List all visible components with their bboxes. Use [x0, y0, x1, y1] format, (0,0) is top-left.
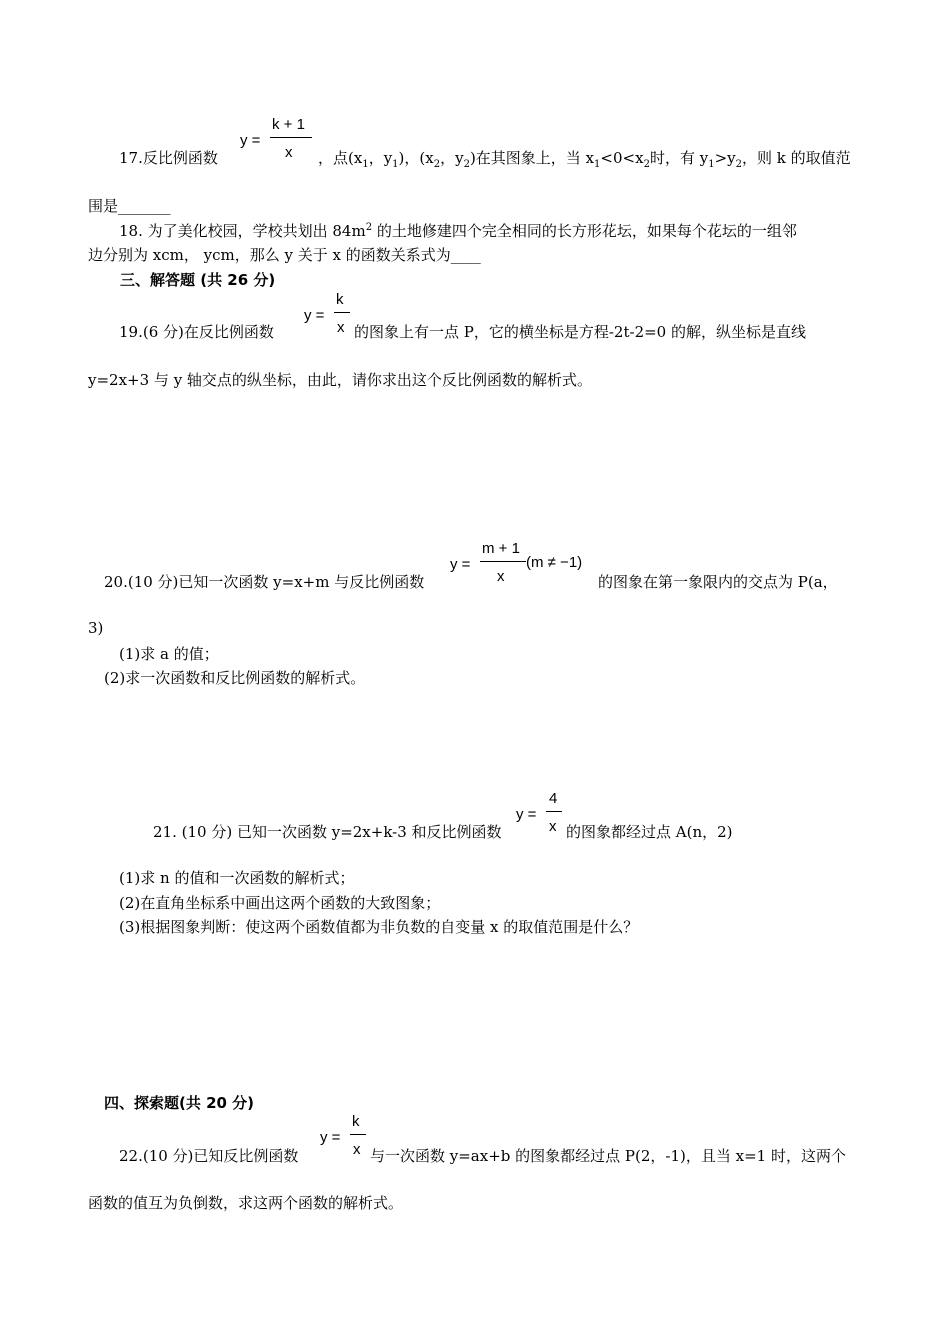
- q18-text: 18. 为了美化校园，学校共划出 84m: [119, 222, 366, 240]
- subscript: 2: [643, 159, 650, 170]
- superscript: 2: [365, 222, 373, 233]
- q17-text: ，y: [368, 149, 393, 167]
- formula-denominator: x: [337, 319, 345, 336]
- q22-line2: 函数的值互为负倒数，求这两个函数的解析式。: [88, 1194, 404, 1212]
- formula-lhs: y =: [320, 1129, 341, 1146]
- q19-line2: y=2x+3 与 y 轴交点的纵坐标，由此，请你求出这个反比例函数的解析式。: [88, 371, 592, 389]
- formula-numerator: m + 1: [482, 540, 520, 557]
- formula-numerator: k: [352, 1113, 360, 1130]
- subscript: 1: [362, 159, 369, 170]
- q17-text: >y: [714, 149, 736, 167]
- q21-line1: 21. (10 分) 已知一次函数 y=2x+k-3 和反比例函数: [153, 823, 502, 841]
- formula-denominator: x: [549, 818, 557, 835]
- formula-lhs: y =: [450, 556, 471, 573]
- q17-text: )，(x: [398, 149, 434, 167]
- q20-line1: 20.(10 分)已知一次函数 y=x+m 与反比例函数: [104, 573, 425, 591]
- q17-text: )在其图象上，当 x: [469, 149, 595, 167]
- fraction-bar: [334, 312, 350, 313]
- q19-line1: 19.(6 分)在反比例函数: [119, 323, 274, 341]
- q20-line1-suffix: 的图象在第一象限内的交点为 P(a，: [598, 573, 838, 591]
- q21-line1-suffix: 的图象都经过点 A(n，2): [566, 823, 733, 841]
- formula-lhs: y =: [240, 132, 261, 149]
- q17-line1-rest: [318, 148, 851, 168]
- formula-denominator: x: [285, 144, 293, 161]
- fraction-bar: [546, 811, 562, 812]
- q22-formula: [320, 1113, 370, 1163]
- q21-sub1: (1)求 n 的值和一次函数的解析式；: [119, 869, 355, 887]
- subscript: 1: [594, 159, 601, 170]
- q18-text: 的土地修建四个完全相同的长方形花坛，如果每个花坛的一组邻: [372, 222, 797, 240]
- fraction-bar: [270, 137, 312, 138]
- subscript: 2: [463, 159, 470, 170]
- q17-text: 时，有 y: [649, 149, 709, 167]
- q21-formula: [516, 790, 566, 840]
- q18-line2: 边分别为 xcm， ycm，那么 y 关于 x 的函数关系式为____: [88, 246, 481, 264]
- subscript: 2: [433, 159, 441, 170]
- formula-denominator: x: [353, 1141, 361, 1158]
- q18-line1: [119, 221, 797, 241]
- formula-denominator: x: [497, 568, 505, 585]
- formula-condition: (m ≠ −1): [526, 554, 583, 571]
- q20-line2: 3): [88, 619, 104, 637]
- q17-text: ，y: [440, 149, 464, 167]
- q22-line1: 22.(10 分)已知反比例函数: [119, 1147, 299, 1165]
- q20-sub1: (1)求 a 的值；: [119, 645, 219, 663]
- q17-prefix: 17.反比例函数: [119, 149, 218, 167]
- q21-sub3: (3)根据图象判断：使这两个函数值都为非负数的自变量 x 的取值范围是什么？: [119, 918, 639, 936]
- q20-sub2: (2)求一次函数和反比例函数的解析式。: [104, 669, 366, 687]
- section-3-heading: 三、解答题 (共 26 分): [120, 271, 276, 289]
- q19-line1-suffix: 的图象上有一点 P，它的横坐标是方程-2t-2=0 的解，纵坐标是直线: [354, 323, 806, 341]
- subscript: 1: [392, 159, 399, 170]
- q22-line1-suffix: 与一次函数 y=ax+b 的图象都经过点 P(2，-1)，且当 x=1 时，这两个: [370, 1147, 846, 1165]
- fraction-bar: [350, 1134, 366, 1135]
- formula-numerator: k + 1: [272, 116, 305, 133]
- q17-formula: [240, 116, 315, 166]
- fraction-bar: [480, 561, 526, 562]
- formula-numerator: k: [336, 291, 344, 308]
- formula-lhs: y =: [304, 307, 325, 324]
- q17-line1: [119, 148, 218, 168]
- q17-text: ，点(x: [318, 149, 363, 167]
- q21-sub2: (2)在直角坐标系中画出这两个函数的大致图象；: [119, 894, 441, 912]
- q19-formula: [304, 291, 354, 341]
- q17-line2: 围是_______: [88, 197, 171, 215]
- q17-text: <0<x: [600, 149, 644, 167]
- section-4-heading: 四、探索题(共 20 分): [104, 1094, 255, 1112]
- subscript: 1: [708, 159, 715, 170]
- formula-lhs: y =: [516, 806, 537, 823]
- q17-text: ，则 k 的取值范: [741, 149, 851, 167]
- subscript: 2: [735, 159, 742, 170]
- q20-formula: [450, 540, 600, 590]
- formula-numerator: 4: [549, 790, 558, 807]
